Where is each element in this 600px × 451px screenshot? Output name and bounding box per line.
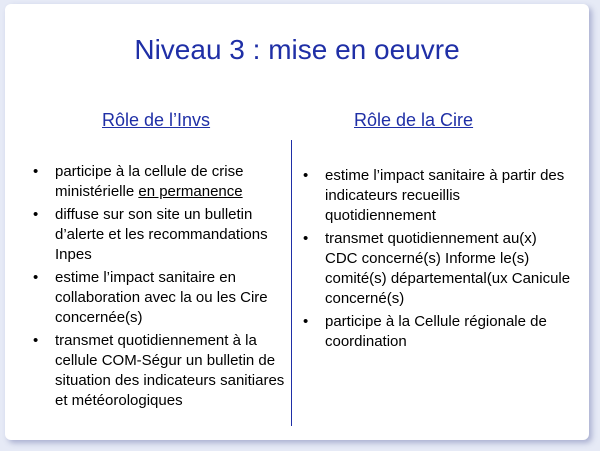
list-item-text: participe à la cellule de crise ministérielle xyxy=(55,163,244,200)
list-item xyxy=(33,268,289,328)
list-item-text: estime l’impact sanitaire en collaboration avec la ou les Cire concernée(s) xyxy=(55,269,268,326)
bullet-icon: • xyxy=(303,313,309,330)
left-column-heading: Rôle de l’Invs xyxy=(102,110,211,130)
slide-title: Niveau 3 : mise en oeuvre xyxy=(134,34,460,65)
list-item-text: estime l’impact sanitaire à partir des indicateurs recueillis quotidiennement xyxy=(325,167,565,224)
list-item xyxy=(33,205,289,265)
list-item xyxy=(33,331,289,411)
list-item xyxy=(303,166,573,226)
list-item-text: diffuse sur son site un bulletin d’alerte et les recommandations Inpes xyxy=(55,206,268,263)
right-column-heading: Rôle de la Cire xyxy=(354,110,474,130)
left-bullet-list xyxy=(33,162,289,414)
slide xyxy=(5,4,589,440)
right-bullet-list xyxy=(303,166,573,355)
bullet-icon: • xyxy=(33,332,39,349)
bullet-icon: • xyxy=(33,269,39,286)
list-item xyxy=(33,162,289,202)
list-item xyxy=(303,312,573,352)
bullet-icon: • xyxy=(303,230,309,247)
bullet-icon: • xyxy=(33,206,39,223)
bullet-icon: • xyxy=(303,167,309,184)
column-divider xyxy=(291,140,292,426)
list-item-text: transmet quotidiennement à la cellule COM-Ségur un bulletin de situation des indicateurs sanitiares et météorologiques xyxy=(55,332,285,409)
list-item-text: transmet quotidiennement au(x) CDC concerné(s) Informe le(s) comité(s) départemental(ux Canicule concerné(s) xyxy=(325,230,571,307)
bullet-icon: • xyxy=(33,163,39,180)
list-item xyxy=(303,229,573,309)
list-item-text: participe à la Cellule régionale de coordination xyxy=(325,313,547,350)
list-item-emphasis: en permanence xyxy=(138,183,243,200)
